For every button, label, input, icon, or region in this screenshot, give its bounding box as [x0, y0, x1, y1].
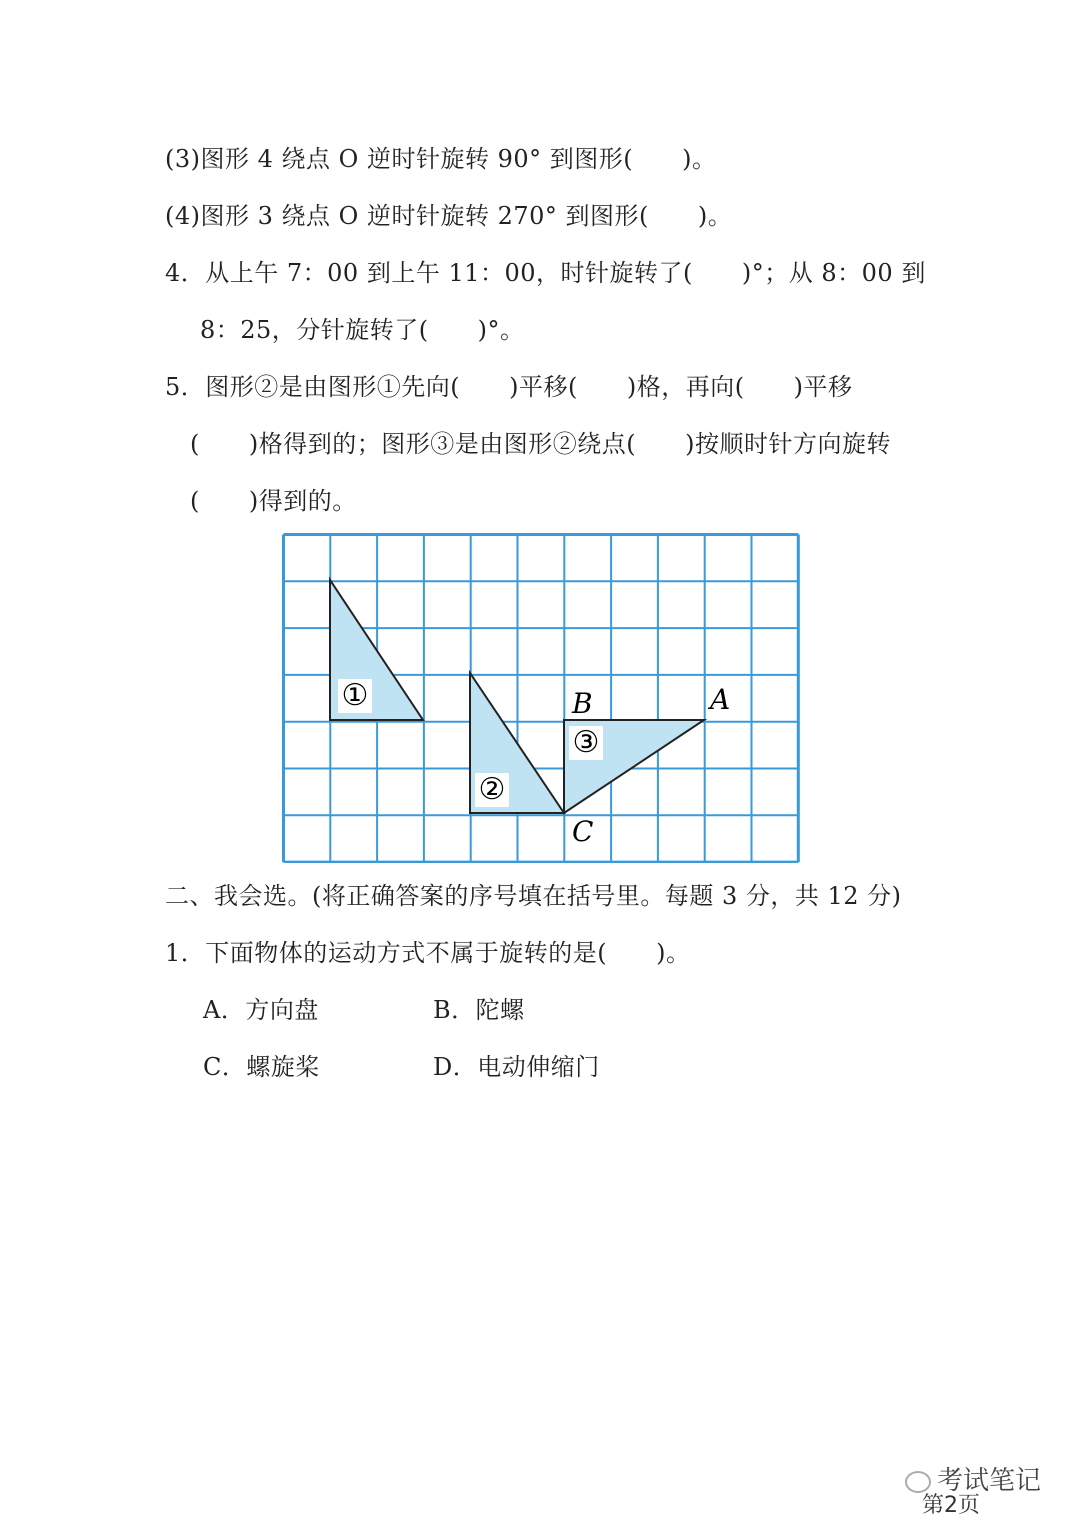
question-4-line-2: 8：25，分针旋转了( )°。 [200, 316, 525, 344]
question-5-line-3: ( )得到的。 [190, 487, 357, 515]
question-3-4: (4)图形 3 绕点 O 逆时针旋转 270° 到图形( )。 [165, 202, 733, 230]
shape-2-label: ② [478, 772, 506, 807]
question-3-3: (3)图形 4 绕点 O 逆时针旋转 90° 到图形( )。 [165, 145, 717, 173]
shape-3-label: ③ [572, 725, 600, 760]
question-5-line-1: 5．图形②是由图形①先向( )平移( )格，再向( )平移 [165, 373, 853, 401]
point-a-label: A [710, 683, 731, 716]
option-a: A．方向盘 [203, 996, 319, 1024]
point-c-label: C [572, 815, 594, 848]
shape-1-label: ① [341, 678, 369, 713]
section-2-question-1: 1．下面物体的运动方式不属于旋转的是( )。 [165, 939, 691, 967]
page-number: 第2页 [922, 1493, 980, 1518]
point-b-label: B [572, 687, 593, 720]
watermark-text: 考试笔记 [937, 1466, 1042, 1496]
question-5-line-2: ( )格得到的；图形③是由图形②绕点( )按顺时针方向旋转 [190, 430, 891, 458]
section-2-heading: 二、我会选。(将正确答案的序号填在括号里。每题 3 分，共 12 分) [165, 882, 902, 910]
option-d: D．电动伸缩门 [433, 1053, 600, 1081]
option-b: B．陀螺 [433, 996, 525, 1024]
question-4-line-1: 4．从上午 7：00 到上午 11：00，时针旋转了( )°；从 8：00 到 [165, 259, 926, 287]
option-c: C．螺旋桨 [203, 1053, 320, 1081]
grid-figure [282, 533, 802, 863]
